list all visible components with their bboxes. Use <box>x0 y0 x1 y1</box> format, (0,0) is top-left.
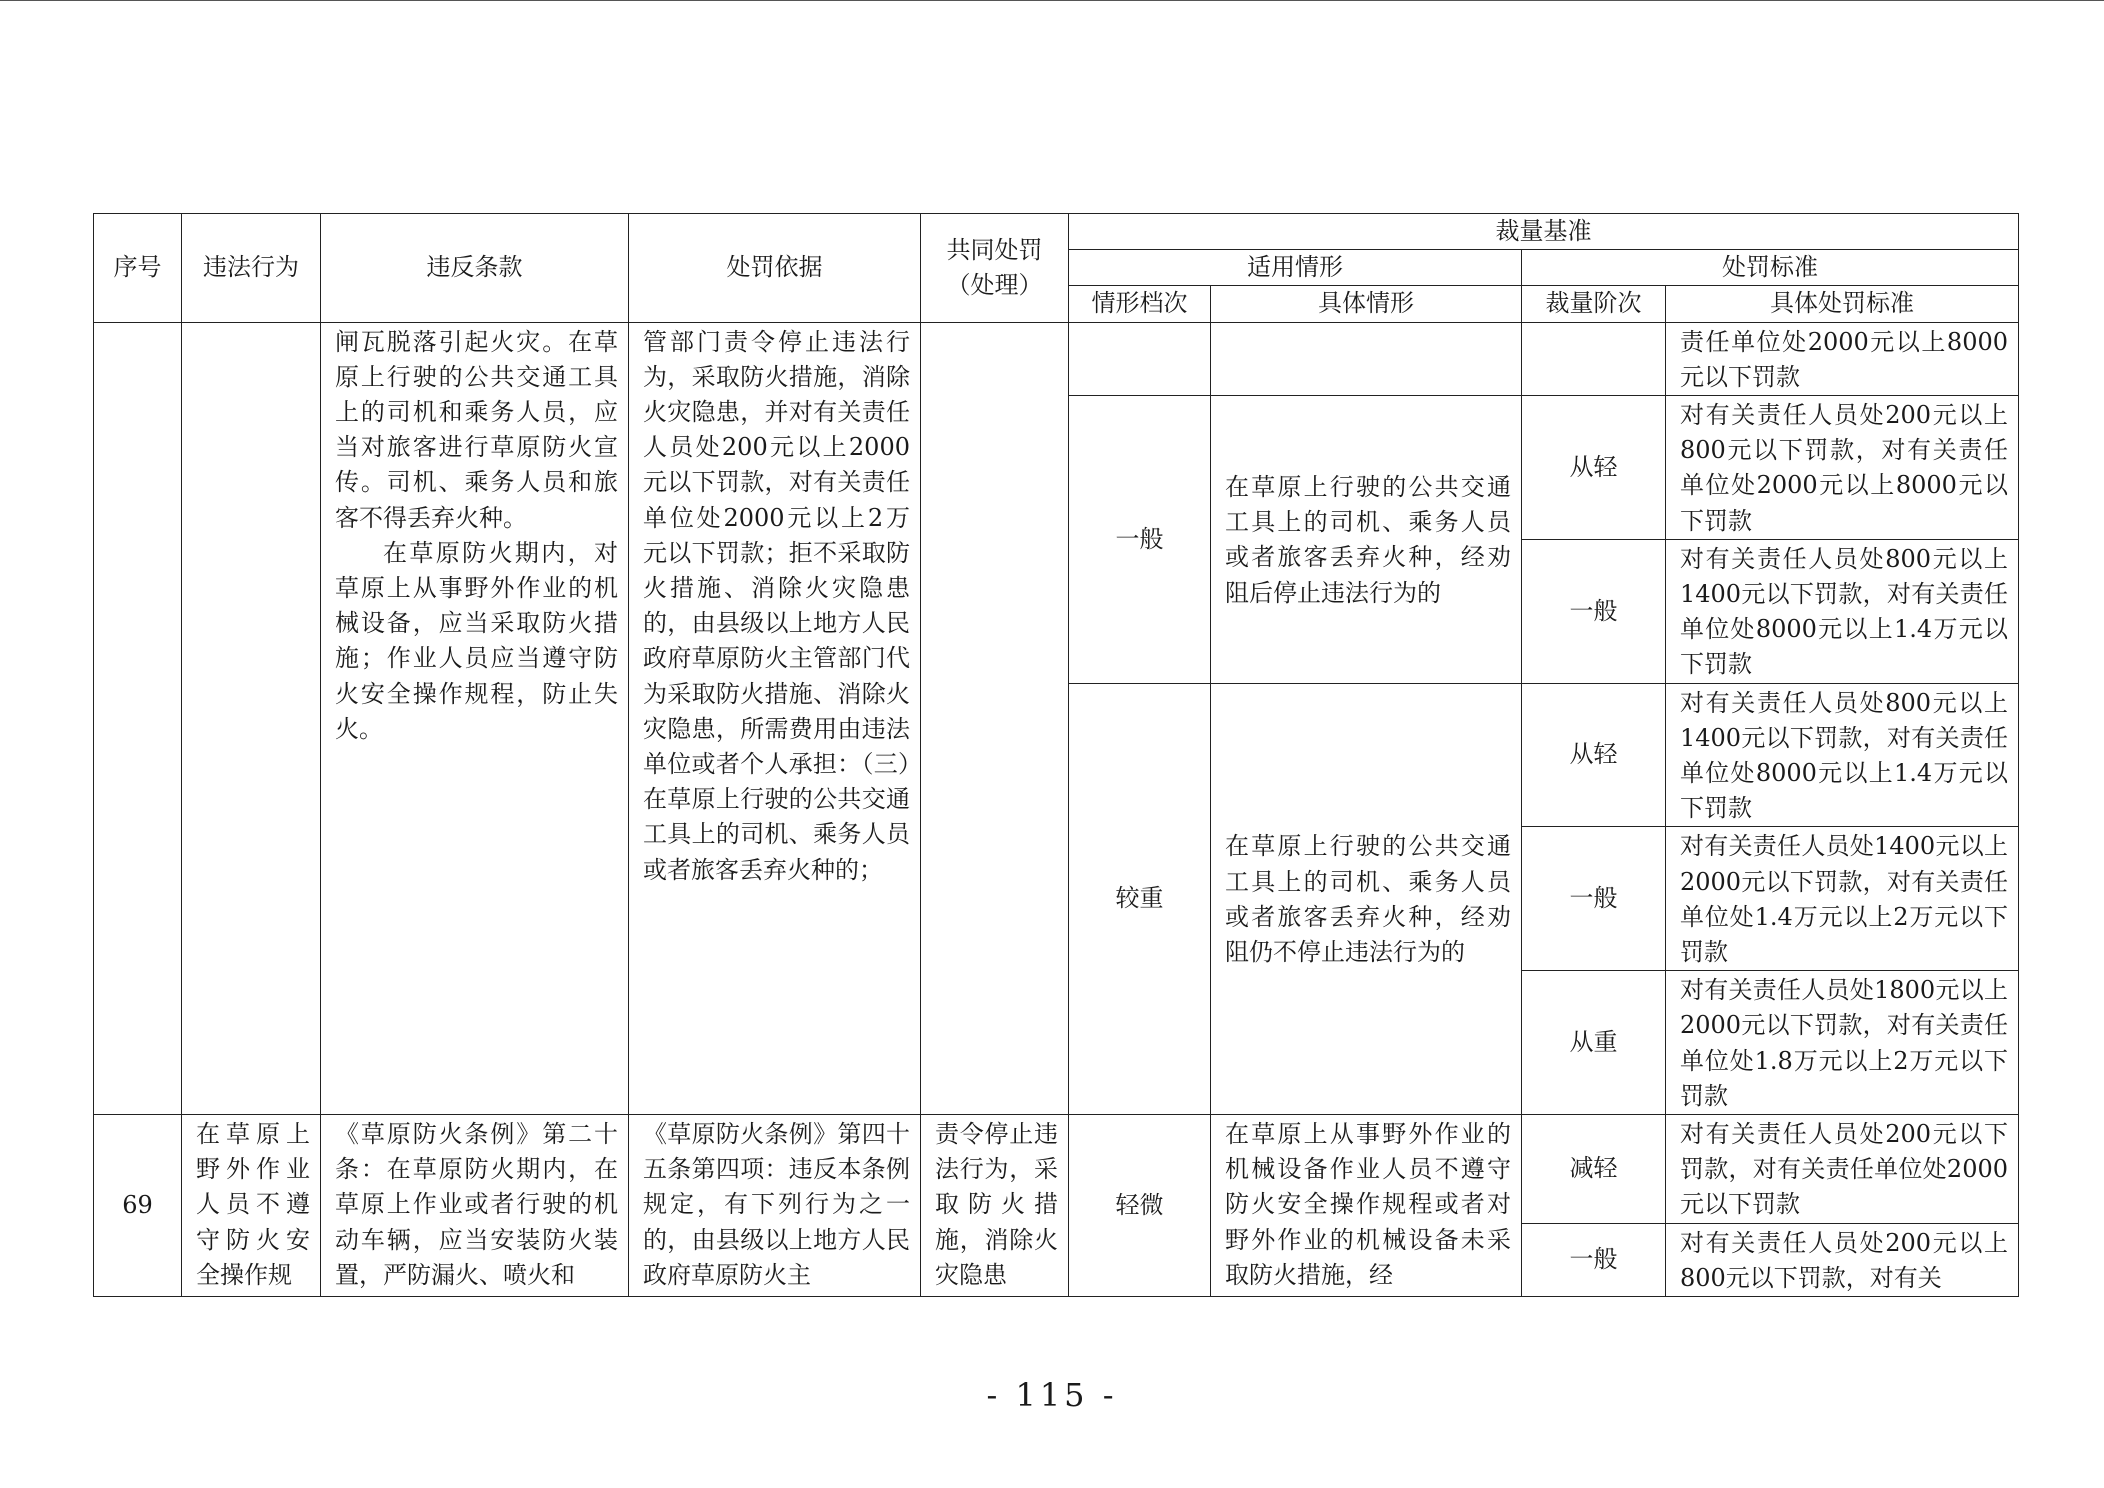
row69-clause: 《草原防火条例》第二十条：在草原防火期内，在草原上作业或者行驶的机动车辆，应当安装防火装置，严防漏火、喷火和 <box>321 1115 629 1297</box>
header-discretion: 裁量基准 <box>1069 214 2019 250</box>
header-common-penalty-line2: （处理） <box>946 270 1043 299</box>
cont-clause-cell <box>321 322 629 1114</box>
header-basis: 处罚依据 <box>629 214 921 323</box>
header-penalty-standard: 处罚标准 <box>1522 250 2019 286</box>
cont-level-empty <box>1069 322 1211 395</box>
row69-level: 轻微 <box>1069 1115 1211 1297</box>
cont-tier-empty <box>1522 322 1666 395</box>
general-detail-2: 对有关责任人员处800元以上1400元以下罚款，对有关责任单位处8000元以上1.4万元以下罚款 <box>1666 539 2019 683</box>
row69-tier-2: 一般 <box>1522 1223 1666 1296</box>
general-tier-1: 从轻 <box>1522 396 1666 540</box>
cont-violation-cell <box>182 322 321 1114</box>
general-level: 一般 <box>1069 396 1211 684</box>
header-level: 情形档次 <box>1069 286 1211 322</box>
header-common-penalty <box>921 214 1069 323</box>
cont-seq-cell <box>94 322 182 1114</box>
row69-tier-1: 减轻 <box>1522 1115 1666 1224</box>
serious-tier-1: 从轻 <box>1522 683 1666 827</box>
page-top-border <box>0 0 2104 1</box>
serious-tier-3: 从重 <box>1522 971 1666 1115</box>
row69-seq: 69 <box>94 1115 182 1297</box>
general-detail-1: 对有关责任人员处200元以上800元以下罚款，对有关责任单位处2000元以上8000元以下罚款 <box>1666 396 2019 540</box>
serious-tier-2: 一般 <box>1522 827 1666 971</box>
general-situation: 在草原上行驶的公共交通工具上的司机、乘务人员或者旅客丢弃火种，经劝阻后停止违法行为的 <box>1211 396 1522 684</box>
general-tier-2: 一般 <box>1522 539 1666 683</box>
penalty-discretion-table <box>93 213 2019 1297</box>
header-applicable: 适用情形 <box>1069 250 1522 286</box>
row69-violation: 在草原上野外作业人员不遵守防火安全操作规 <box>182 1115 321 1297</box>
header-common-penalty-line1: 共同处罚 <box>946 235 1043 264</box>
cont-detail: 责任单位处2000元以上8000元以下罚款 <box>1666 322 2019 395</box>
header-detail: 具体处罚标准 <box>1666 286 2019 322</box>
serious-situation: 在草原上行驶的公共交通工具上的司机、乘务人员或者旅客丢弃火种，经劝阻仍不停止违法行为的 <box>1211 683 1522 1114</box>
cont-clause-p2: 在草原防火期内，对草原上从事野外作业的机械设备，应当采取防火措施；作业人员应当遵守防火安全操作规程，防止失火。 <box>335 538 618 743</box>
page-number: - 115 - <box>986 1376 1118 1414</box>
header-seq: 序号 <box>94 214 182 323</box>
serious-detail-2: 对有关责任人员处1400元以上2000元以下罚款，对有关责任单位处1.4万元以上2万元以下罚款 <box>1666 827 2019 971</box>
header-tier: 裁量阶次 <box>1522 286 1666 322</box>
row69-situation: 在草原上从事野外作业的机械设备作业人员不遵守防火安全操作规程或者对野外作业的机械设备未采取防火措施，经 <box>1211 1115 1522 1297</box>
serious-detail-3: 对有关责任人员处1800元以上2000元以下罚款，对有关责任单位处1.8万元以上2万元以下罚款 <box>1666 971 2019 1115</box>
row69-detail-1: 对有关责任人员处200元以下罚款，对有关责任单位处2000元以下罚款 <box>1666 1115 2019 1224</box>
row69-basis: 《草原防火条例》第四十五条第四项：违反本条例规定，有下列行为之一的，由县级以上地方人民政府草原防火主 <box>629 1115 921 1297</box>
cont-situation-empty <box>1211 322 1522 395</box>
cont-clause-p1: 闸瓦脱落引起火灾。在草原上行驶的公共交通工具上的司机和乘务人员，应当对旅客进行草原防火宣传。司机、乘务人员和旅客不得丢弃火种。 <box>335 327 618 532</box>
serious-level: 较重 <box>1069 683 1211 1114</box>
header-violation: 违法行为 <box>182 214 321 323</box>
cont-basis-cell: 管部门责令停止违法行为，采取防火措施，消除火灾隐患，并对有关责任人员处200元以上2000元以下罚款，对有关责任单位处2000元以上2万元以下罚款；拒不采取防火措施、消除火灾隐患的，由县级以上地方人民政府草原防火主管部门代为采取防火措施、消除火灾隐患，所需费用由违法单位或者个人承担：（三）在草原上行驶的公共交通工具上的司机、乘务人员或者旅客丢弃火种的； <box>629 322 921 1114</box>
cont-common-cell <box>921 322 1069 1114</box>
serious-detail-1: 对有关责任人员处800元以上1400元以下罚款，对有关责任单位处8000元以上1.4万元以下罚款 <box>1666 683 2019 827</box>
header-situation: 具体情形 <box>1211 286 1522 322</box>
row69-common: 责令停止违法行为，采取防火措施，消除火灾隐患 <box>921 1115 1069 1297</box>
header-clause: 违反条款 <box>321 214 629 323</box>
row69-detail-2: 对有关责任人员处200元以上800元以下罚款，对有关 <box>1666 1223 2019 1296</box>
